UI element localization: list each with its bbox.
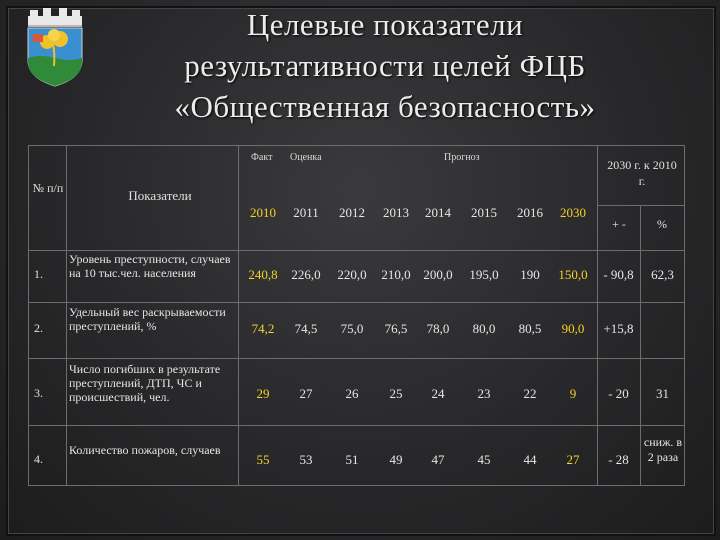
table-border-bottom: [28, 485, 685, 486]
row-3-value-2014: 24: [431, 386, 445, 401]
header-fact: Факт: [251, 152, 273, 163]
row-3-value-2012: 26: [345, 386, 359, 401]
header-estimate: Оценка: [290, 152, 322, 163]
row-4-diff: - 28: [608, 452, 629, 467]
row-1-value-2014: 200,0: [423, 267, 453, 282]
row-1-value-2015: 195,0: [469, 267, 499, 282]
row-sep-2: [28, 302, 684, 303]
row-4-value-2010: 55: [256, 452, 270, 467]
row-2-value-2010: 74,2: [251, 321, 275, 336]
row-1-num: 1.: [34, 267, 43, 281]
row-4-num: 4.: [34, 452, 43, 466]
year-2030: 2030: [560, 205, 586, 220]
year-2010: 2010: [250, 205, 276, 220]
year-2013: 2013: [383, 205, 409, 220]
row-2-value-2015: 80,0: [472, 321, 496, 336]
row-2-value-2016: 80,5: [518, 321, 542, 336]
header-num: № п/п: [32, 181, 64, 195]
year-2012: 2012: [339, 205, 365, 220]
row-1-diff: - 90,8: [603, 267, 634, 282]
row-2-label: Удельный вес раскрываемости преступлений, %: [69, 305, 226, 333]
row-1-value-2030: 150,0: [558, 267, 588, 282]
header-percent: %: [657, 217, 667, 231]
row-1-value-2013: 210,0: [381, 267, 411, 282]
row-4-pct: сниж. в 2 раза: [643, 435, 683, 464]
year-2011: 2011: [293, 205, 319, 220]
row-3-label: Число погибших в результате преступлений, ДТП, ЧС и происшествий, чел.: [69, 362, 221, 404]
table-border-right: [684, 145, 685, 485]
row-2-value-2030: 90,0: [561, 321, 585, 336]
row-2-value-2012: 75,0: [340, 321, 364, 336]
row-1-value-2010: 240,8: [248, 267, 278, 282]
row-3-value-2030: 9: [569, 386, 577, 401]
row-3-value-2011: 27: [299, 386, 313, 401]
row-4-value-2014: 47: [431, 452, 445, 467]
row-3-num: 3.: [34, 386, 43, 400]
col-sep-1: [66, 145, 67, 485]
row-1-value-2011: 226,0: [291, 267, 321, 282]
row-3-diff: - 20: [608, 386, 629, 401]
row-2-diff: +15,8: [603, 321, 634, 336]
year-2015: 2015: [471, 205, 497, 220]
row-2-value-2011: 74,5: [294, 321, 318, 336]
row-4-value-2011: 53: [299, 452, 313, 467]
row-4-value-2030: 27: [566, 452, 580, 467]
row-sep-3: [28, 358, 684, 359]
row-3-value-2016: 22: [523, 386, 537, 401]
slide-title: [105, 4, 665, 127]
row-3-value-2010: 29: [256, 386, 270, 401]
col-sep-2: [238, 145, 239, 485]
title-line-2: результативности целей ФЦБ: [184, 48, 586, 83]
row-4-label: Количество пожаров, случаев: [69, 443, 221, 457]
row-1-pct: 62,3: [651, 267, 674, 282]
table-border-top: [28, 145, 684, 146]
row-2-value-2013: 76,5: [384, 321, 408, 336]
row-1-value-2012: 220,0: [337, 267, 367, 282]
row-1-value-2016: 190: [520, 267, 540, 282]
city-coat-of-arms-icon: [20, 6, 90, 88]
row-2-value-2014: 78,0: [426, 321, 450, 336]
row-4-value-2012: 51: [345, 452, 359, 467]
row-3-value-2015: 23: [477, 386, 491, 401]
year-2016: 2016: [517, 205, 543, 220]
row-4-value-2013: 49: [389, 452, 403, 467]
header-2030-vs-2010: 2030 г. к 2010 г.: [607, 158, 677, 188]
title-line-1: Целевые показатели: [246, 7, 524, 42]
row-4-value-2015: 45: [477, 452, 491, 467]
header-plus-minus: + -: [612, 217, 626, 231]
row-3-pct: 31: [656, 386, 669, 401]
row-sep-1: [28, 250, 684, 251]
col-sep-3: [597, 145, 598, 485]
header-sub-sep: [597, 205, 684, 206]
table-border-left: [28, 145, 29, 485]
title-line-3: «Общественная безопасность»: [174, 89, 596, 124]
header-forecast: Прогноз: [444, 152, 480, 163]
row-4-value-2016: 44: [523, 452, 537, 467]
row-1-label: Уровень преступности, случаев на 10 тыс.чел. населения: [69, 252, 231, 280]
row-sep-4: [28, 425, 684, 426]
row-2-num: 2.: [34, 321, 43, 335]
year-2014: 2014: [425, 205, 451, 220]
header-indicator: Показатели: [128, 188, 192, 203]
row-3-value-2013: 25: [389, 386, 403, 401]
col-sep-4: [640, 205, 641, 485]
